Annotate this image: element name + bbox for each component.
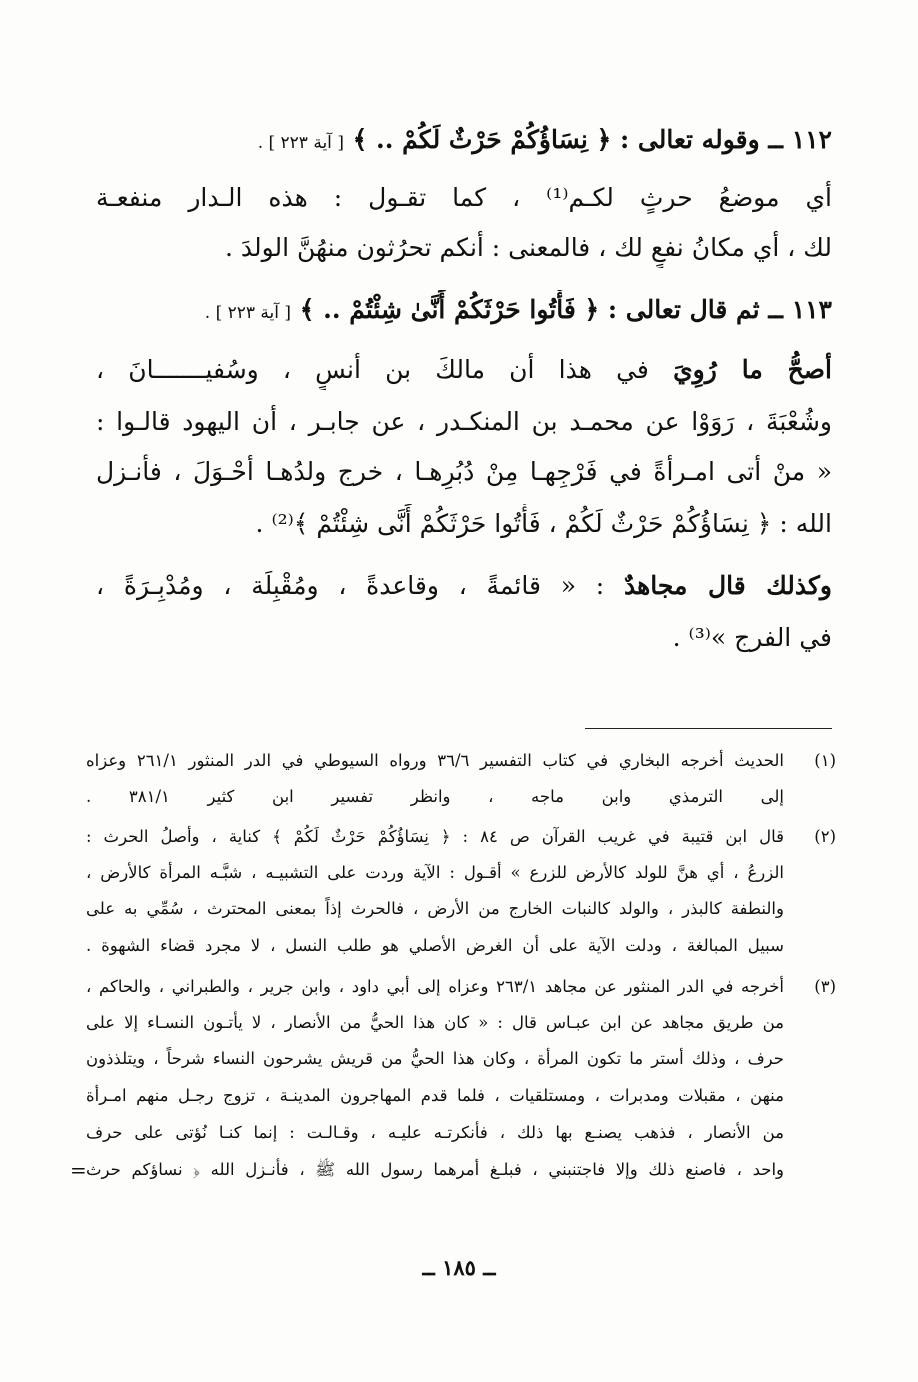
footnote-3-line-5: من الأنصار ، فذهب يصنـع بها ذلك ، فأنكرتـه عليـه ، وقـالـت : إنما كنـا نُؤتى على حرف bbox=[86, 1123, 784, 1142]
entry-112-quote: ﴿ نِسَاؤُكُمْ حَرْثٌ لَكُمْ .. ﴾ bbox=[352, 125, 612, 154]
entry-113-para2-bold: وكذلك قال مجاهدٌ bbox=[623, 571, 832, 600]
footnote-3-line-2: من طريق مجاهد عن ابن عبـاس قال : « كان هذا الحيُّ من الأنصار ، لا يأتـون النسـاء إلا على bbox=[86, 1013, 784, 1032]
footnote-1-line-1: الحديث أخرجه البخاري في كتاب التفسير ٣٦/٦ ورواه السيوطي في الدر المنثور ٢٦١/١ وعزاه bbox=[86, 751, 784, 770]
entry-112-ref: [ آية ٢٢٣ ] . bbox=[257, 133, 344, 153]
entry-113-lead: ١١٣ ــ ثم قال تعالى : bbox=[607, 295, 832, 324]
entry-113-para1-line-1 bbox=[96, 350, 832, 390]
entry-112-line-1: أي موضعُ حرثٍ لكـم⁽¹⁾ ، كما تقـول : هذه الـدار منفعـة bbox=[96, 183, 832, 212]
footnote-3-number: (٣) bbox=[814, 977, 836, 996]
footnote-2-line-4: سبيل المبالغة ، ودلت الآية على أن الغرض الأصلي هو طلب النسل ، لا مجرد قضاء الشهوة . bbox=[86, 936, 784, 955]
entry-113-line-4: الله : ﴿ نِسَاؤُكُمْ حَرْثٌ لَكُمْ ، فَأْتُوا حَرْثَكُمْ أَنَّى شِئْتُمْ ﴾⁽²⁾ . bbox=[255, 509, 832, 538]
entry-112-heading bbox=[96, 120, 832, 163]
footnote-1-line-2: إلى الترمذي وابن ماجه ، وانظر تفسير ابن كثير ٣٨١/١ . bbox=[86, 787, 784, 806]
entry-113-line-2: وشُعْبَةَ ، رَوَوْا عن محمـد بن المنكـدر ، عن جابـر ، أن اليهود قالـوا : bbox=[96, 407, 832, 436]
entry-113-para1-bold: أصحُّ ما رُوِيَ bbox=[673, 355, 832, 384]
entry-113-ref: [ آية ٢٢٣ ] . bbox=[204, 303, 292, 323]
footnote-3-line-6: واحد ، فاصنع ذلك وإلا فاجتنبني ، فبلـغ أمرهما رسول الله ﷺ ، فأنـزل الله ﴿ نساؤكم حرث bbox=[86, 1160, 784, 1179]
footnote-3-line-4: منهن ، مقبلات ومدبرات ، ومستلقيات ، فلما قدم المهاجرون المدينـة ، تزوج رجـل منهم امـرأة bbox=[86, 1086, 784, 1105]
continuation-mark: = bbox=[70, 1158, 87, 1182]
footnote-separator bbox=[585, 728, 832, 729]
entry-112-lead: ١١٢ ــ وقوله تعالى : bbox=[619, 125, 832, 154]
page-number: ــ ١٨٥ ــ bbox=[422, 1255, 496, 1280]
entry-112-line-2: لك ، أي مكانُ نفعٍ لك ، فالمعنى : أنكم تحرُثون منهُنَّ الولدَ . bbox=[224, 233, 832, 262]
entry-113-quote: ﴿ فَأْتُوا حَرْثَكُمْ أَنَّىٰ شِئْتُمْ .. ﴾ bbox=[299, 295, 600, 324]
entry-113-line-3: « منْ أتى امـرأةً في فَرْجِهـا مِنْ دُبُرِهـا ، خرج ولدُهـا أحْـوَلَ ، فأنـزل bbox=[96, 457, 832, 486]
footnote-2-line-1: قال ابن قتيبة في غريب القرآن ص ٨٤ : ﴿ نِسَاؤُكُمْ حَرْثٌ لَكُمْ ﴾ كناية ، وأصلُ الحرث : bbox=[86, 827, 784, 846]
footnote-3-line-3: حرف ، وذلك أستر ما تكون المرأة ، وكان هذا الحيُّ من قريش يشرحون النساء شرحاً ، ويتلذذون bbox=[86, 1049, 784, 1068]
entry-113-heading bbox=[96, 290, 832, 333]
entry-113-para1-rest: في هذا أن مالكَ بن أنسٍ ، وسُفيـــــــانَ ، bbox=[96, 355, 649, 384]
footnote-2-line-3: والنطفة كالبذر ، والولد كالنبات الخارج من الأرض ، فالحرث إذاً بمعنى المحترث ، سُمِّي به على bbox=[86, 899, 784, 918]
footnote-2-number: (٢) bbox=[814, 827, 836, 846]
entry-113-para2-line-2: في الفرج »⁽³⁾ . bbox=[672, 623, 832, 652]
footnote-3-line-1: أخرجه في الدر المنثور عن مجاهد ٢٦٣/١ وعزاه إلى أبي داود ، وابن جرير ، والطبراني ، والحاكم ، bbox=[86, 977, 784, 996]
footnote-2-line-2: الزرعُ ، أي هنَّ للولد كالأرض للزرع » أقـول : الآية وردت على التشبيـه ، شبَّـه المرأة كالأرض ، bbox=[86, 863, 784, 882]
entry-113-para2-line-1 bbox=[96, 566, 832, 606]
entry-113-para2-rest: : « قائمةً ، وقاعدةً ، ومُقْبِلَة ، ومُدْبِـرَةً ، bbox=[96, 571, 605, 600]
footnote-1-number: (١) bbox=[814, 751, 836, 770]
